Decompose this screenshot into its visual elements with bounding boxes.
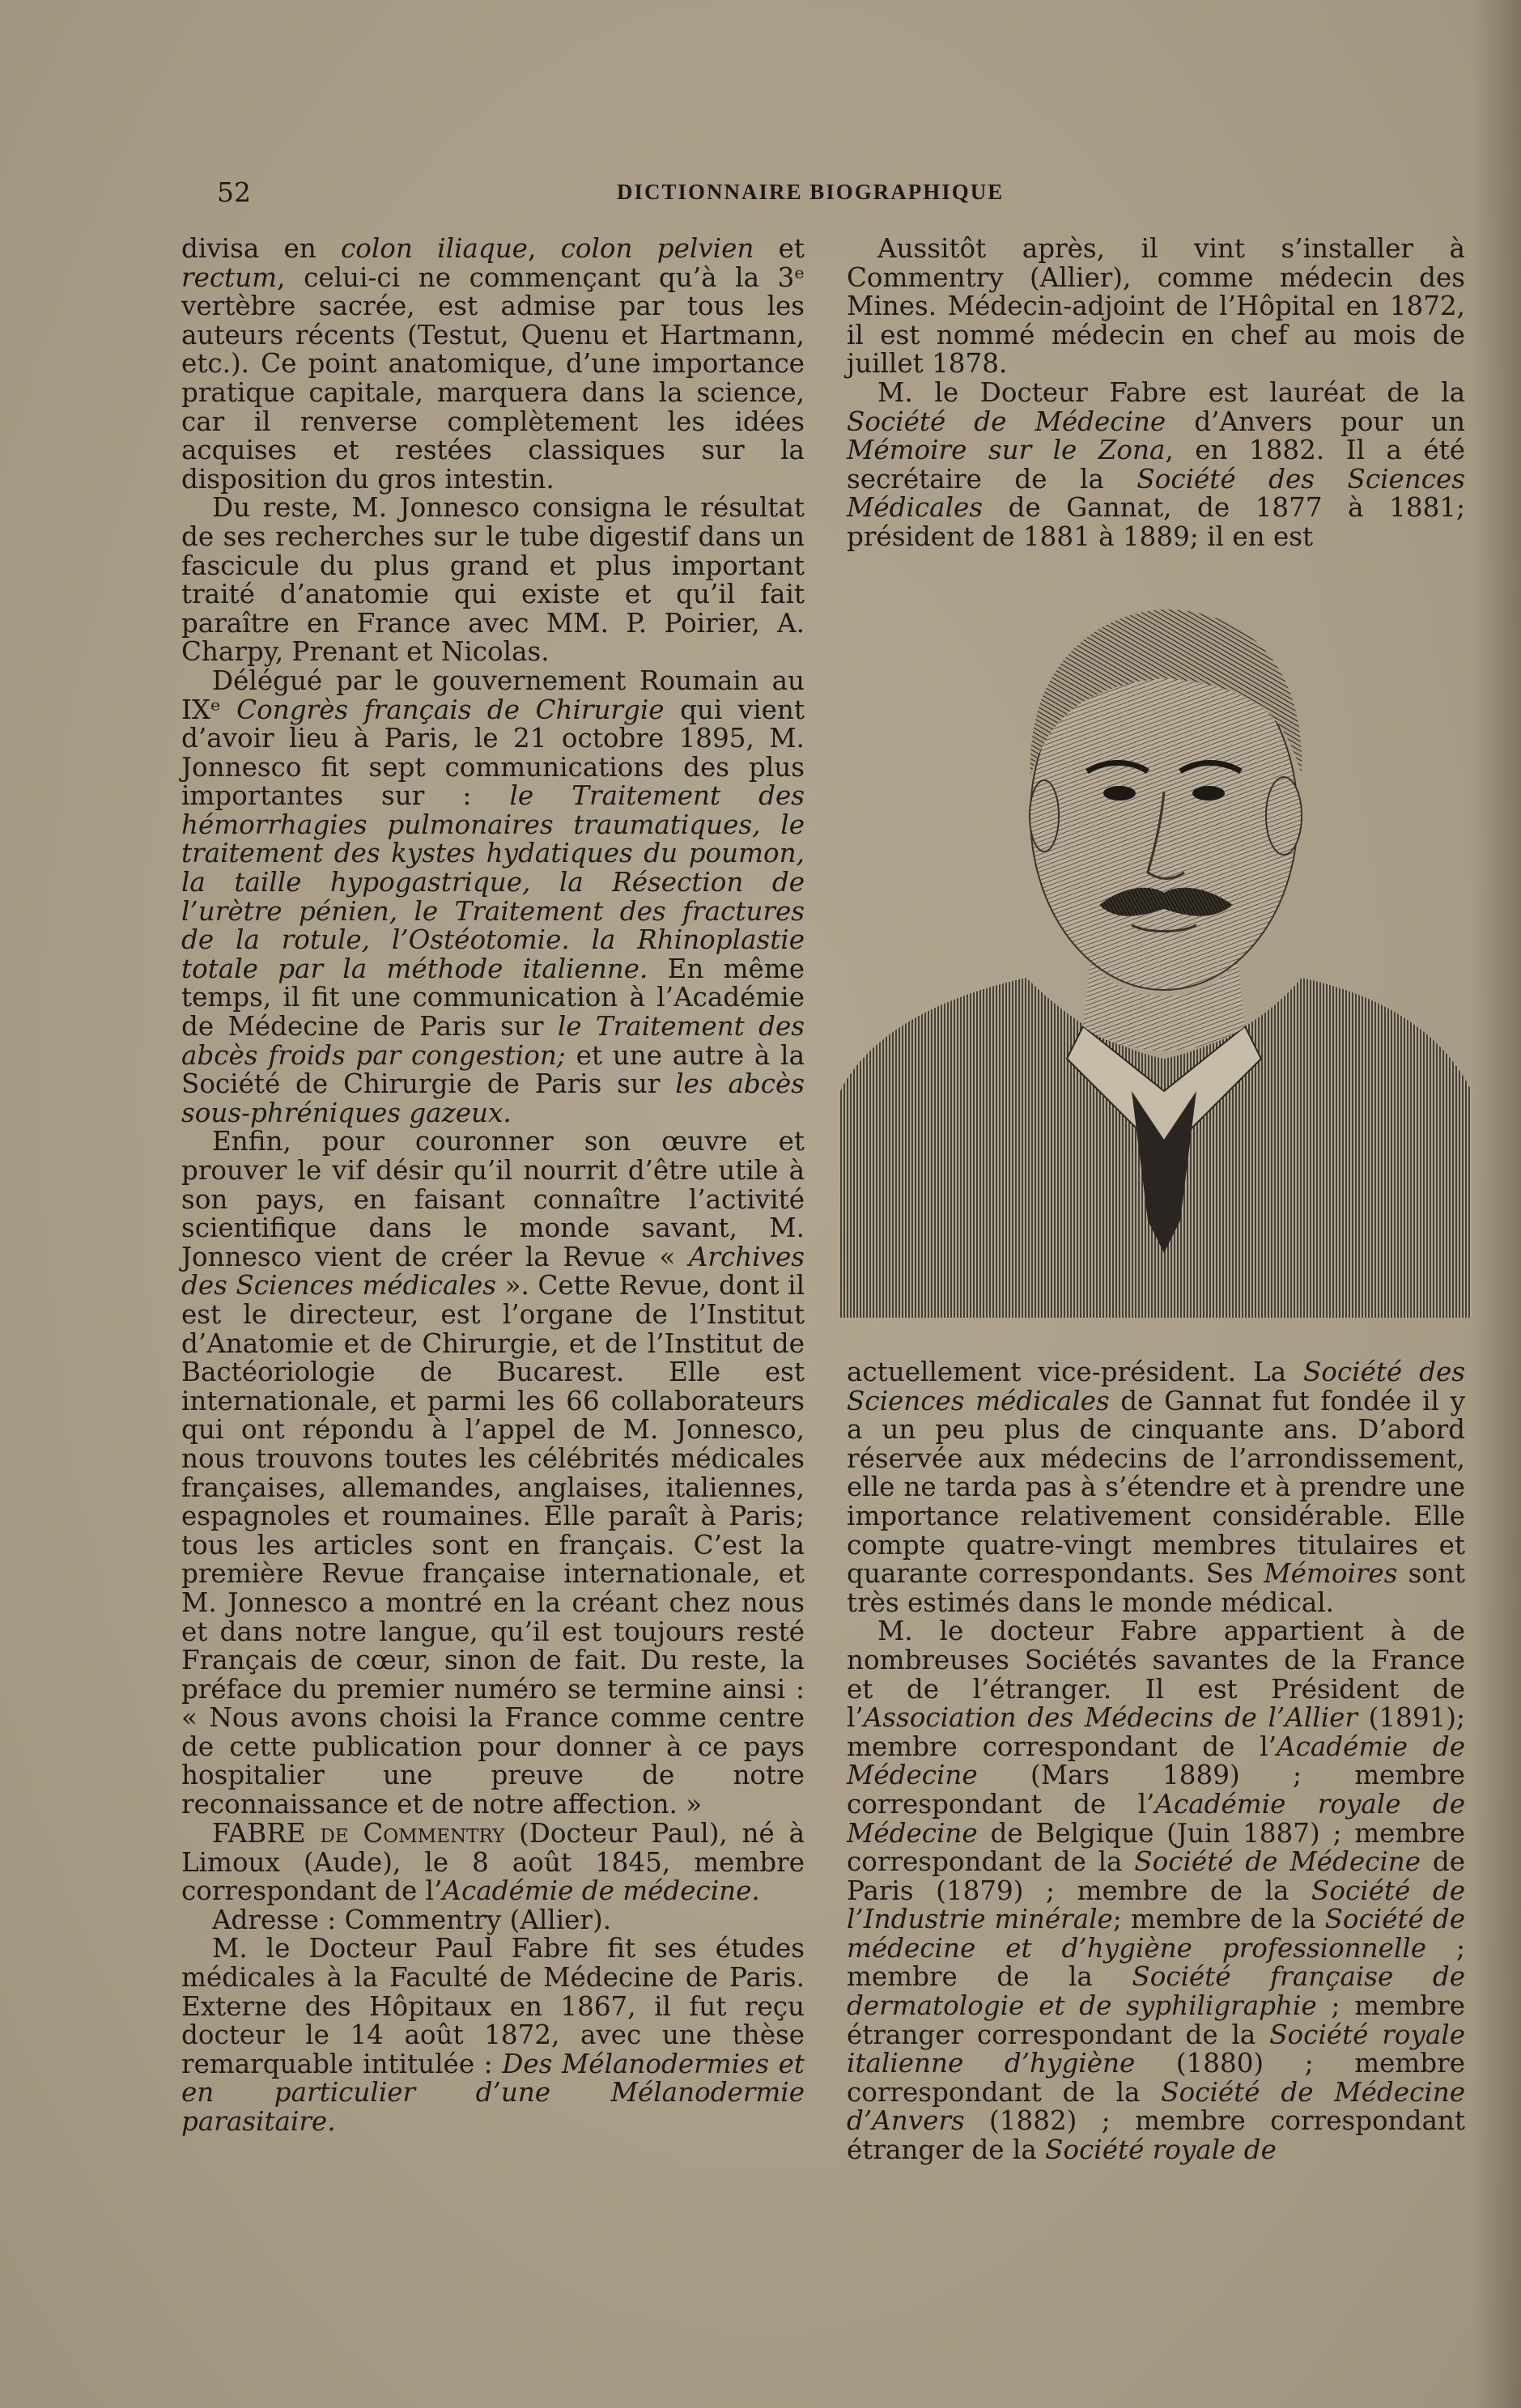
text-run: , celui-ci ne commençant qu’à la 3ᵉ vertèbre sacrée, est admise par tous les auteurs récents (Testut, Quenu et Hartmann, etc.). Ce point anatomique, d’une importance pratique capitale, marquera dans la science, car il renverse complètement les idées acquises et restées classiques sur la disposition du gros intestin.: [181, 261, 805, 495]
right-column-bottom: [847, 1358, 1465, 2165]
entry-headline: (Docteur Paul), né à Limoux (Aude), le 8 août 1845, membre correspondant de l’: [181, 1818, 805, 1907]
text-run: ; membre de la: [847, 1932, 1465, 1993]
portrait-engraving: [840, 573, 1472, 1318]
italic-run: Société de Médecine: [1134, 1846, 1421, 1878]
italic-run: Société de médecine et d’hygiène professionnelle: [847, 1904, 1465, 1964]
text-run: (1880) ; membre correspondant de la: [847, 2048, 1465, 2108]
italic-run: Société de Médecine: [847, 406, 1166, 437]
right-paragraph-3: [847, 1358, 1465, 1617]
text-run: qui vient d’avoir lieu à Paris, le 21 octobre 1895, M. Jonnesco fit sept communications des plus importantes sur :: [181, 694, 805, 812]
text-run: M. le Docteur Fabre est lauréat de la: [877, 376, 1465, 408]
text-run: d’Anvers pour un: [1166, 406, 1465, 437]
left-paragraph-3: [181, 667, 805, 1128]
right-paragraph-1: [847, 235, 1465, 379]
italic-run: Société royale de: [1045, 2134, 1277, 2166]
italic-run: Société des Sciences médicales: [847, 1357, 1465, 1416]
left-paragraph-2: [181, 494, 805, 667]
italic-run: les abcès sous-phréniques gazeux.: [181, 1068, 805, 1128]
italic-run: Association des Médecins de l’Allier: [863, 1702, 1357, 1734]
text-run: M. le Docteur Paul Fabre fit ses études médicales à la Faculté de Médecine de Paris. Externe des Hôpitaux en 1867, il fut reçu docteur le 14 août 1872, avec une thèse remarquable intitulée :: [181, 1933, 805, 2079]
text-run: divisa en: [181, 233, 342, 264]
right-paragraph-4: [847, 1617, 1465, 2164]
italic-run: Société royale italienne d’hygiène: [847, 2019, 1465, 2079]
italic-run: le Traitement des abcès froids par congestion;: [181, 1011, 805, 1071]
text-run: sont très estimés dans le monde médical.: [847, 1558, 1466, 1618]
text-run: ; membre de la: [1112, 1904, 1325, 1935]
italic-run: Académie royale de Médecine: [847, 1788, 1465, 1849]
text-run: de Gannat, de 1877 à 1881; président de 1881 à 1889; il en est: [847, 492, 1465, 552]
text-run: Aussitôt après, il vint s’installer à Commentry (Allier), comme médecin des Mines. Médecin-adjoint de l’Hôpital en 1872, il est nommé médecin en chef au mois de juillet 1878.: [847, 233, 1465, 380]
italic-run: Société de l’Industrie minérale: [847, 1875, 1465, 1935]
italic-run: Société française de dermatologie et de syphiligraphie: [847, 1961, 1465, 2022]
text-run: actuellement vice-président. La: [847, 1357, 1303, 1387]
text-run: Enfin, pour couronner son œuvre et prouver le vif désir qu’il nourrit d’être utile à son pays, en faisant connaître l’activité scientifique dans le monde savant, M. Jonnesco vient de créer la Revue «: [181, 1126, 805, 1272]
italic-run: Des Mélanodermies et en particulier d’une Mélanodermie parasitaire.: [181, 2048, 805, 2137]
text-run: (1891); membre correspondant de l’: [847, 1702, 1465, 1762]
italic-run: Mémoires: [1264, 1558, 1398, 1590]
portrait-icon: [840, 573, 1472, 1318]
left-paragraph-1: [181, 235, 805, 494]
italic-run: Mémoire sur le Zona: [847, 435, 1166, 466]
right-column-top: [847, 235, 1465, 552]
text-run: Délégué par le gouvernement Roumain au IXᵉ: [181, 665, 805, 725]
entry-biography-1: [181, 1934, 805, 2136]
left-column: [181, 235, 805, 1820]
right-paragraph-2: [847, 376, 1465, 552]
entry-name: FABRE: [212, 1818, 306, 1849]
text-run: ». Cette Revue, dont il est le directeur, est l’organe de l’Institut d’Anatomie et de Chirurgie, et de l’Institut de Bactéoriologie de Bucarest. Elle est internationale, et parmi les 66 collaborateurs qui ont répondu à l’appel de M. Jonnesco, nous trouvons toutes les célébrités médicales françaises, allemandes, anglaises, italiennes, espagnoles et roumaines. Elle paraît à Paris; tous les articles sont en français. C’est la première Revue française internationale, et M. Jonnesco a montré en la créant chez nous et dans notre langue, qu’il est toujours resté Français de cœur, sinon de fait. Du reste, la préface du premier numéro se termine ainsi : « Nous avons choisi la France comme centre de cette publication pour donner à ce pays hospitalier une preuve de notre reconnaissance et de notre affection. »: [181, 1270, 805, 1820]
italic-run: colon iliaque: [341, 233, 528, 264]
page-number: 52: [217, 176, 251, 208]
italic-run: Congrès français de Chirurgie: [236, 694, 665, 725]
left-paragraph-4: [181, 1128, 805, 1819]
italic-run: Académie de Médecine: [847, 1731, 1465, 1791]
text-run: et: [754, 233, 805, 264]
italic-run: le Traitement des hémorrhagies pulmonaires traumatiques, le traitement des kystes hydatiques du poumon, la taille hypogastrique, la Résection de l’urètre pénien, le Traitement des fractures de la rotule, l’Ostéotomie. la Rhinoplastie totale par la méthode italienne.: [181, 780, 805, 984]
italic-run: colon pelvien: [560, 233, 754, 264]
text-run: de Belgique (Juin 1887) ; membre correspondant de la: [847, 1817, 1465, 1878]
entry-address: Adresse : Commentry (Allier).: [212, 1904, 612, 1935]
italic-run: Société de Médecine d’Anvers: [847, 2076, 1465, 2137]
text-run: En même temps, il fit une communication à l’Académie de Médecine de Paris sur: [181, 953, 805, 1043]
text-run: et une autre à la Société de Chirurgie de Paris sur: [181, 1039, 805, 1100]
entry-headline-italic: Académie de médecine.: [442, 1875, 760, 1907]
text-run: , en 1882. Il a été secrétaire de la: [847, 435, 1465, 495]
italic-run: Société des Sciences Médicales: [847, 463, 1465, 524]
italic-run: rectum: [181, 261, 278, 293]
entry-particle: de Commentry: [320, 1818, 505, 1849]
italic-run: Archives des Sciences médicales: [181, 1241, 805, 1302]
text-run: Du reste, M. Jonnesco consigna le résultat de ses recherches sur le tube digestif dans un fascicule du plus grand et plus important traité d’anatomie qui existe et qu’il fait paraître en France avec MM. P. Poirier, A. Charpy, Prenant et Nicolas.: [181, 492, 805, 668]
biographical-entry-fabre: [181, 1820, 805, 2137]
running-title: DICTIONNAIRE BIOGRAPHIQUE: [617, 180, 1005, 204]
page-edge-shadow: [1472, 0, 1521, 2408]
text-run: (1882) ; membre correspondant étranger de la: [847, 2105, 1465, 2166]
text-run: de Gannat fut fondée il y a un peu plus de cinquante ans. D’abord réservée aux médecins de l’arrondissement, elle ne tarda pas à s’étendre et à prendre une importance relativement considérable. Elle compte quatre-vingt membres titulaires et quarante correspondants. Ses: [847, 1385, 1465, 1590]
text-run: ,: [527, 233, 561, 264]
entry-headword: [181, 1820, 805, 1906]
text-run: (Mars 1889) ; membre correspondant de l’: [847, 1760, 1465, 1820]
text-run: ; membre étranger correspondant de la: [847, 1990, 1465, 2050]
text-run: de Paris (1879) ; membre de la: [847, 1846, 1465, 1906]
text-run: M. le docteur Fabre appartient à de nombreuses Sociétés savantes de la France et de l’étranger. Il est Président de l’: [847, 1616, 1465, 1734]
running-head: [217, 176, 1468, 209]
